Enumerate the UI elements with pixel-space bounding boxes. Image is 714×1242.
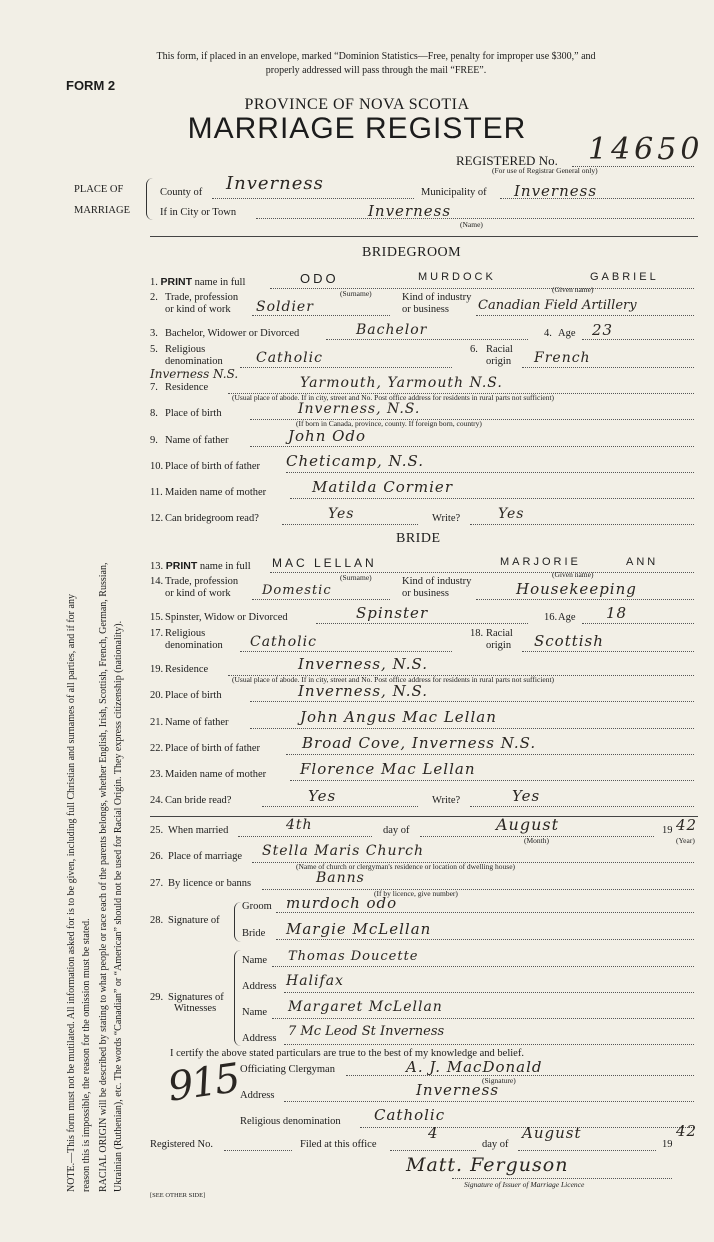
bride-trade: Domestic bbox=[262, 583, 332, 598]
q6-label-b: origin bbox=[486, 356, 512, 367]
groom-read: Yes bbox=[328, 506, 355, 522]
licence-value: Banns bbox=[316, 870, 365, 886]
bride-father: John Angus Mac Lellan bbox=[300, 708, 497, 726]
bride-industry-label-b: or business bbox=[402, 588, 449, 599]
q14-label-a: Trade, profession bbox=[165, 576, 239, 587]
q9-label: Name of father bbox=[165, 435, 229, 446]
filed-day-label: day of bbox=[482, 1139, 509, 1150]
q1-label: name in full bbox=[194, 277, 246, 288]
groom-religion: Catholic bbox=[256, 350, 323, 366]
marriage-place-note: (Name of church or clergyman's residence or location of dwelling house) bbox=[296, 862, 516, 871]
q3-num: 3. bbox=[150, 328, 158, 339]
marriage-place: Stella Maris Church bbox=[262, 843, 425, 859]
bride-abode-note: (Usual place of abode. If in city, street and No. Post office address for residents in rural parts not sufficient) bbox=[232, 675, 555, 684]
q2-label-a: Trade, profession bbox=[165, 292, 239, 303]
side-note-col4: Ukrainian (Ruthenian), etc. The words “Canadian” or “American” should not be used for Racial Origin. They express citizenship (nationality). bbox=[113, 620, 124, 1192]
q18-label-a: Racial bbox=[486, 628, 513, 639]
bride-write-label: Write? bbox=[432, 795, 461, 806]
filed-month: August bbox=[522, 1124, 582, 1142]
witness2-name: Margaret McLellan bbox=[288, 999, 443, 1015]
month-note: (Month) bbox=[524, 836, 549, 845]
q27-num: 27. bbox=[150, 878, 164, 889]
place-label-line2: MARRIAGE bbox=[74, 205, 131, 216]
bride-birthplace: Inverness, N.S. bbox=[298, 682, 429, 700]
q10-num: 10. bbox=[150, 461, 164, 472]
q14-label-b: or kind of work bbox=[165, 588, 231, 599]
groom-sig-label: Groom bbox=[242, 901, 272, 912]
groom-industry: Canadian Field Artillery bbox=[478, 298, 637, 313]
groom-surname-note: (Surname) bbox=[340, 289, 372, 298]
name-note: (Name) bbox=[460, 220, 483, 229]
w1-name-label: Name bbox=[242, 955, 268, 966]
q25-num: 25. bbox=[150, 825, 164, 836]
married-year: 42 bbox=[676, 816, 698, 834]
q13-num: 13. bbox=[150, 561, 164, 572]
groom-surname: ODO bbox=[300, 271, 339, 286]
clergy-signature-note: (Signature) bbox=[482, 1076, 516, 1085]
q1-print: PRINT bbox=[160, 276, 192, 288]
witness1-address: Halifax bbox=[286, 973, 344, 989]
bride-industry: Housekeeping bbox=[516, 580, 637, 598]
city-label: If in City or Town bbox=[160, 207, 237, 218]
groom-industry-label-a: Kind of industry bbox=[402, 292, 472, 303]
q5-label-a: Religious bbox=[165, 344, 206, 355]
clergy-signature: A. J. MacDonald bbox=[406, 1058, 543, 1076]
q20-num: 20. bbox=[150, 690, 164, 701]
bride-middle: MARJORIE bbox=[500, 556, 581, 568]
bridegroom-heading: BRIDEGROOM bbox=[362, 245, 462, 260]
margin-handwritten-mark: 915 bbox=[165, 1055, 242, 1111]
witness2-address: 7 Mc Leod St Inverness bbox=[288, 1024, 445, 1039]
bride-surname: MAC LELLAN bbox=[272, 556, 377, 570]
witness1-name: Thomas Doucette bbox=[288, 949, 419, 964]
filed-label: Filed at this office bbox=[300, 1139, 377, 1150]
q7-label: Residence bbox=[165, 382, 209, 393]
filed-year-prefix: 19 bbox=[662, 1139, 673, 1150]
w2-address-label: Address bbox=[242, 1033, 277, 1044]
groom-birthplace: Inverness, N.S. bbox=[298, 401, 421, 417]
see-other-side: [SEE OTHER SIDE] bbox=[150, 1192, 206, 1199]
groom-origin: French bbox=[534, 350, 591, 366]
groom-father: John Odo bbox=[288, 427, 367, 445]
q3-label: Bachelor, Widower or Divorced bbox=[165, 328, 300, 339]
bride-read: Yes bbox=[308, 787, 337, 805]
q26-num: 26. bbox=[150, 851, 164, 862]
q28-label: Signature of bbox=[168, 915, 220, 926]
bride-religion: Catholic bbox=[250, 634, 317, 650]
q24-label: Can bride read? bbox=[165, 795, 232, 806]
q26-label: Place of marriage bbox=[168, 851, 243, 862]
groom-residence-prefix: Inverness N.S. bbox=[150, 367, 239, 381]
municipality-label: Municipality of bbox=[421, 187, 487, 198]
q19-label: Residence bbox=[165, 664, 209, 675]
q18-label-b: origin bbox=[486, 640, 512, 651]
q4-label: Age bbox=[558, 328, 576, 339]
q13-print: PRINT bbox=[165, 560, 198, 572]
clergy-address: Inverness bbox=[416, 1081, 500, 1099]
bride-given-note: (Given name) bbox=[552, 570, 594, 579]
filed-day: 4 bbox=[428, 1124, 439, 1142]
q29-label-b: Witnesses bbox=[174, 1003, 217, 1014]
q17-num: 17. bbox=[150, 628, 164, 639]
q8-num: 8. bbox=[150, 408, 158, 419]
bride-origin: Scottish bbox=[534, 632, 604, 650]
groom-given-note: (Given name) bbox=[552, 285, 594, 294]
bride-age: 18 bbox=[606, 604, 628, 622]
postal-notice-line1: This form, if placed in an envelope, marked “Dominion Statistics—Free, penalty for improper use $300,” and bbox=[156, 51, 596, 62]
married-year-prefix: 19 bbox=[662, 825, 673, 836]
groom-signature: murdoch odo bbox=[286, 894, 398, 912]
county-value: Inverness bbox=[226, 173, 324, 194]
groom-write-label: Write? bbox=[432, 513, 461, 524]
postal-notice-line2: properly addressed will pass through the mail “FREE”. bbox=[265, 65, 487, 76]
clergy-address-label: Address bbox=[240, 1090, 275, 1101]
q4-num: 4. bbox=[544, 328, 552, 339]
form-label: FORM 2 bbox=[66, 78, 116, 93]
denomination-value: Catholic bbox=[374, 1106, 446, 1124]
groom-residence: Yarmouth, Yarmouth N.S. bbox=[300, 375, 503, 391]
bride-given: ANN bbox=[626, 556, 659, 568]
groom-mother: Matilda Cormier bbox=[312, 478, 453, 496]
q23-num: 23. bbox=[150, 769, 164, 780]
q6-label-a: Racial bbox=[486, 344, 513, 355]
side-note-col1: NOTE.—This form must not be mutilated. All information asked for is to be given, including full Christian and surnames of all parties, and if for any bbox=[66, 594, 77, 1192]
filing-registered-label: Registered No. bbox=[150, 1139, 213, 1150]
postal-notice bbox=[96, 50, 656, 78]
q24-num: 24. bbox=[150, 795, 164, 806]
registered-label: REGISTERED No. bbox=[456, 153, 558, 168]
q5-label-b: denomination bbox=[165, 356, 223, 367]
municipality-value: Inverness bbox=[514, 182, 598, 200]
bride-surname-note: (Surname) bbox=[340, 573, 372, 582]
bride-status: Spinster bbox=[356, 604, 429, 622]
county-label: County of bbox=[160, 187, 203, 198]
w1-address-label: Address bbox=[242, 981, 277, 992]
q29-label-a: Signatures of bbox=[168, 992, 224, 1003]
groom-birth-note: (If born in Canada, province, county. If foreign born, country) bbox=[296, 419, 482, 428]
groom-abode-note: (Usual place of abode. If in city, street and No. Post office address for residents in rural parts not sufficient) bbox=[232, 393, 555, 402]
side-note-col3: RACIAL ORIGIN will be described by stating to what people or race each of the parents belongs, whether English, Irish, Scottish, French, German, Russian, bbox=[98, 562, 109, 1192]
q12-num: 12. bbox=[150, 513, 164, 524]
w2-name-label: Name bbox=[242, 1007, 268, 1018]
bride-heading: BRIDE bbox=[396, 531, 441, 546]
q2-label-b: or kind of work bbox=[165, 304, 231, 315]
q14-num: 14. bbox=[150, 576, 164, 587]
q15-label: Spinster, Widow or Divorced bbox=[165, 612, 288, 623]
married-day: 4th bbox=[286, 817, 313, 833]
groom-industry-label-b: or business bbox=[402, 304, 449, 315]
q29-num: 29. bbox=[150, 992, 164, 1003]
bride-industry-label-a: Kind of industry bbox=[402, 576, 472, 587]
issuer-note: Signature of Issuer of Marriage Licence bbox=[464, 1180, 585, 1189]
q16-label: Age bbox=[558, 612, 576, 623]
q18-num: 18. bbox=[470, 628, 484, 639]
q11-num: 11. bbox=[150, 487, 163, 498]
q13-label: name in full bbox=[199, 561, 251, 572]
q9-num: 9. bbox=[150, 435, 158, 446]
q23-label: Maiden name of mother bbox=[165, 769, 267, 780]
groom-middle: MURDOCK bbox=[418, 271, 496, 283]
q17-label-a: Religious bbox=[165, 628, 206, 639]
q28-num: 28. bbox=[150, 915, 164, 926]
q21-label: Name of father bbox=[165, 717, 229, 728]
licence-note: (If by licence, give number) bbox=[374, 889, 458, 898]
groom-write: Yes bbox=[498, 506, 525, 522]
q7-num: 7. bbox=[150, 382, 158, 393]
certify-text: I certify the above stated particulars are true to the best of my knowledge and belief. bbox=[170, 1048, 524, 1059]
married-day-label: day of bbox=[383, 825, 410, 836]
q16-num: 16. bbox=[544, 612, 558, 623]
q17-label-b: denomination bbox=[165, 640, 223, 651]
q8-label: Place of birth bbox=[165, 408, 222, 419]
side-note-col2: reason this is impossible, the reason for the omission must be stated. bbox=[81, 918, 92, 1192]
registrar-note: (For use of Registrar General only) bbox=[492, 166, 598, 175]
q5-num: 5. bbox=[150, 344, 158, 355]
q13-row bbox=[150, 560, 251, 572]
groom-father-birthplace: Cheticamp, N.S. bbox=[286, 452, 424, 470]
bride-write: Yes bbox=[512, 787, 541, 805]
bride-signature: Margie McLellan bbox=[286, 920, 432, 938]
groom-age: 23 bbox=[592, 321, 614, 339]
q1-num: 1. bbox=[150, 277, 158, 288]
province-heading: PROVINCE OF NOVA SCOTIA bbox=[244, 96, 470, 113]
married-month: August bbox=[496, 815, 560, 834]
q25-label: When married bbox=[168, 825, 229, 836]
q22-num: 22. bbox=[150, 743, 164, 754]
q22-label: Place of birth of father bbox=[165, 743, 261, 754]
q19-num: 19. bbox=[150, 664, 164, 675]
q1-row bbox=[150, 276, 245, 288]
city-value: Inverness bbox=[368, 202, 452, 220]
q10-label: Place of birth of father bbox=[165, 461, 261, 472]
groom-trade: Soldier bbox=[256, 299, 314, 315]
bride-sig-label: Bride bbox=[242, 928, 266, 939]
q15-num: 15. bbox=[150, 612, 164, 623]
bride-father-birthplace: Broad Cove, Inverness N.S. bbox=[302, 734, 537, 752]
q6-num: 6. bbox=[470, 344, 478, 355]
q20-label: Place of birth bbox=[165, 690, 222, 701]
q11-label: Maiden name of mother bbox=[165, 487, 267, 498]
filed-year: 42 bbox=[676, 1122, 698, 1140]
q27-label: By licence or banns bbox=[168, 878, 252, 889]
q2-num: 2. bbox=[150, 292, 158, 303]
groom-status: Bachelor bbox=[356, 322, 428, 338]
bride-mother: Florence Mac Lellan bbox=[300, 760, 476, 778]
place-label-line1: PLACE OF bbox=[74, 184, 124, 195]
clergy-label: Officiating Clergyman bbox=[240, 1064, 335, 1075]
groom-given: GABRIEL bbox=[590, 271, 659, 283]
page-title: MARRIAGE REGISTER bbox=[187, 112, 527, 145]
bride-residence: Inverness, N.S. bbox=[298, 655, 429, 673]
year-note: (Year) bbox=[676, 836, 695, 845]
q12-label: Can bridegroom read? bbox=[165, 513, 259, 524]
q21-num: 21. bbox=[150, 717, 164, 728]
registered-number: 14650 bbox=[588, 132, 704, 167]
denomination-label: Religious denomination bbox=[240, 1116, 341, 1127]
issuer-signature: Matt. Ferguson bbox=[406, 1154, 569, 1176]
